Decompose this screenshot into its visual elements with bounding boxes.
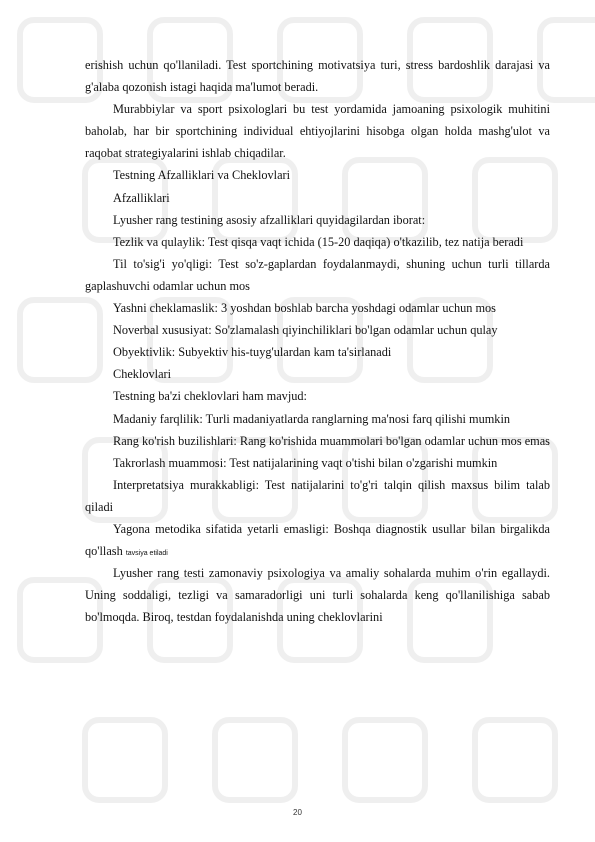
subheading-advantages: Afzalliklari: [113, 190, 170, 205]
list-item-language: Til to'sig'i yo'qligi: Test so'z-gaplardan foydalanmaydi, shuning uchun turli tillarda gaplashuvchi odamlar uchun mos: [85, 256, 550, 293]
list-item-single-method: [85, 518, 550, 562]
single-method-main-text: Yagona metodika sifatida yetarli emasligi: Boshqa diagnostik usullar bilan birgalikda qo'llash: [85, 521, 550, 559]
list-item-color-vision: Rang ko'rish buzilishlari: Rang ko'rishida muammolari bo'lgan odamlar uchun mos emas: [113, 433, 550, 448]
page-number: 20: [293, 808, 302, 817]
list-item-nonverbal: Noverbal xususiyat: So'zlamalash qiyinchiliklari bo'lgan odamlar uchun qulay: [113, 323, 498, 338]
list-item-repeat: Takrorlash muammosi: Test natijalarining vaqt o'tishi bilan o'zgarishi mumkin: [113, 455, 498, 470]
list-item-interpretation: Interpretatsiya murakkabligi: Test natijalarini to'g'ri talqin qilish maxsus bilim talab qiladi: [85, 477, 550, 514]
section-heading-advantages-limitations: Testning Afzalliklari va Cheklovlari: [113, 168, 291, 183]
subheading-limitations: Cheklovlari: [113, 367, 172, 382]
list-item-speed: Tezlik va qulaylik: Test qisqa vaqt ichida (15-20 daqiqa) o'tkazilib, tez natija beradi: [113, 234, 524, 249]
paragraph-continuation: erishish uchun qo'llaniladi. Test sportchining motivatsiya turi, stress bardoshlik darajasi va g'alaba qozonish istagi haqida ma'lumot beradi.: [85, 58, 550, 95]
paragraph-advantages-intro: Lyusher rang testining asosiy afzalliklari quyidagilardan iborat:: [113, 212, 426, 227]
paragraph-coaches: Murabbiylar va sport psixologlari bu test yordamida jamoaning psixologik muhitini baholab, har bir sportchining individual ehtiyojlarini hisobga olgan holda mashg'ulot va raqobat strategiyalarini ishlab chiqadilar.: [85, 102, 550, 161]
document-body: [85, 54, 550, 628]
list-item-cultural: Madaniy farqlilik: Turli madaniyatlarda ranglarning ma'nosi farq qilishi mumkin: [113, 411, 511, 426]
list-item-age: Yashni cheklamaslik: 3 yoshdan boshlab barcha yoshdagi odamlar uchun mos: [113, 301, 496, 316]
list-item-objectivity: Obyektivlik: Subyektiv his-tuyg'ulardan kam ta'sirlanadi: [113, 345, 392, 360]
paragraph-conclusion: Lyusher rang testi zamonaviy psixologiya va amaliy sohalarda muhim o'rin egallaydi. Uning soddaligi, tezligi va samaradorligi uni turli sohalarda keng qo'llanilishiga sabab bo'lmoqda. Biroq, testdan foydalanishda uning cheklovlarini: [85, 566, 550, 625]
paragraph-limitations-intro: Testning ba'zi cheklovlari ham mavjud:: [113, 389, 307, 404]
single-method-small-text: tavsiya etiladi: [125, 550, 168, 558]
